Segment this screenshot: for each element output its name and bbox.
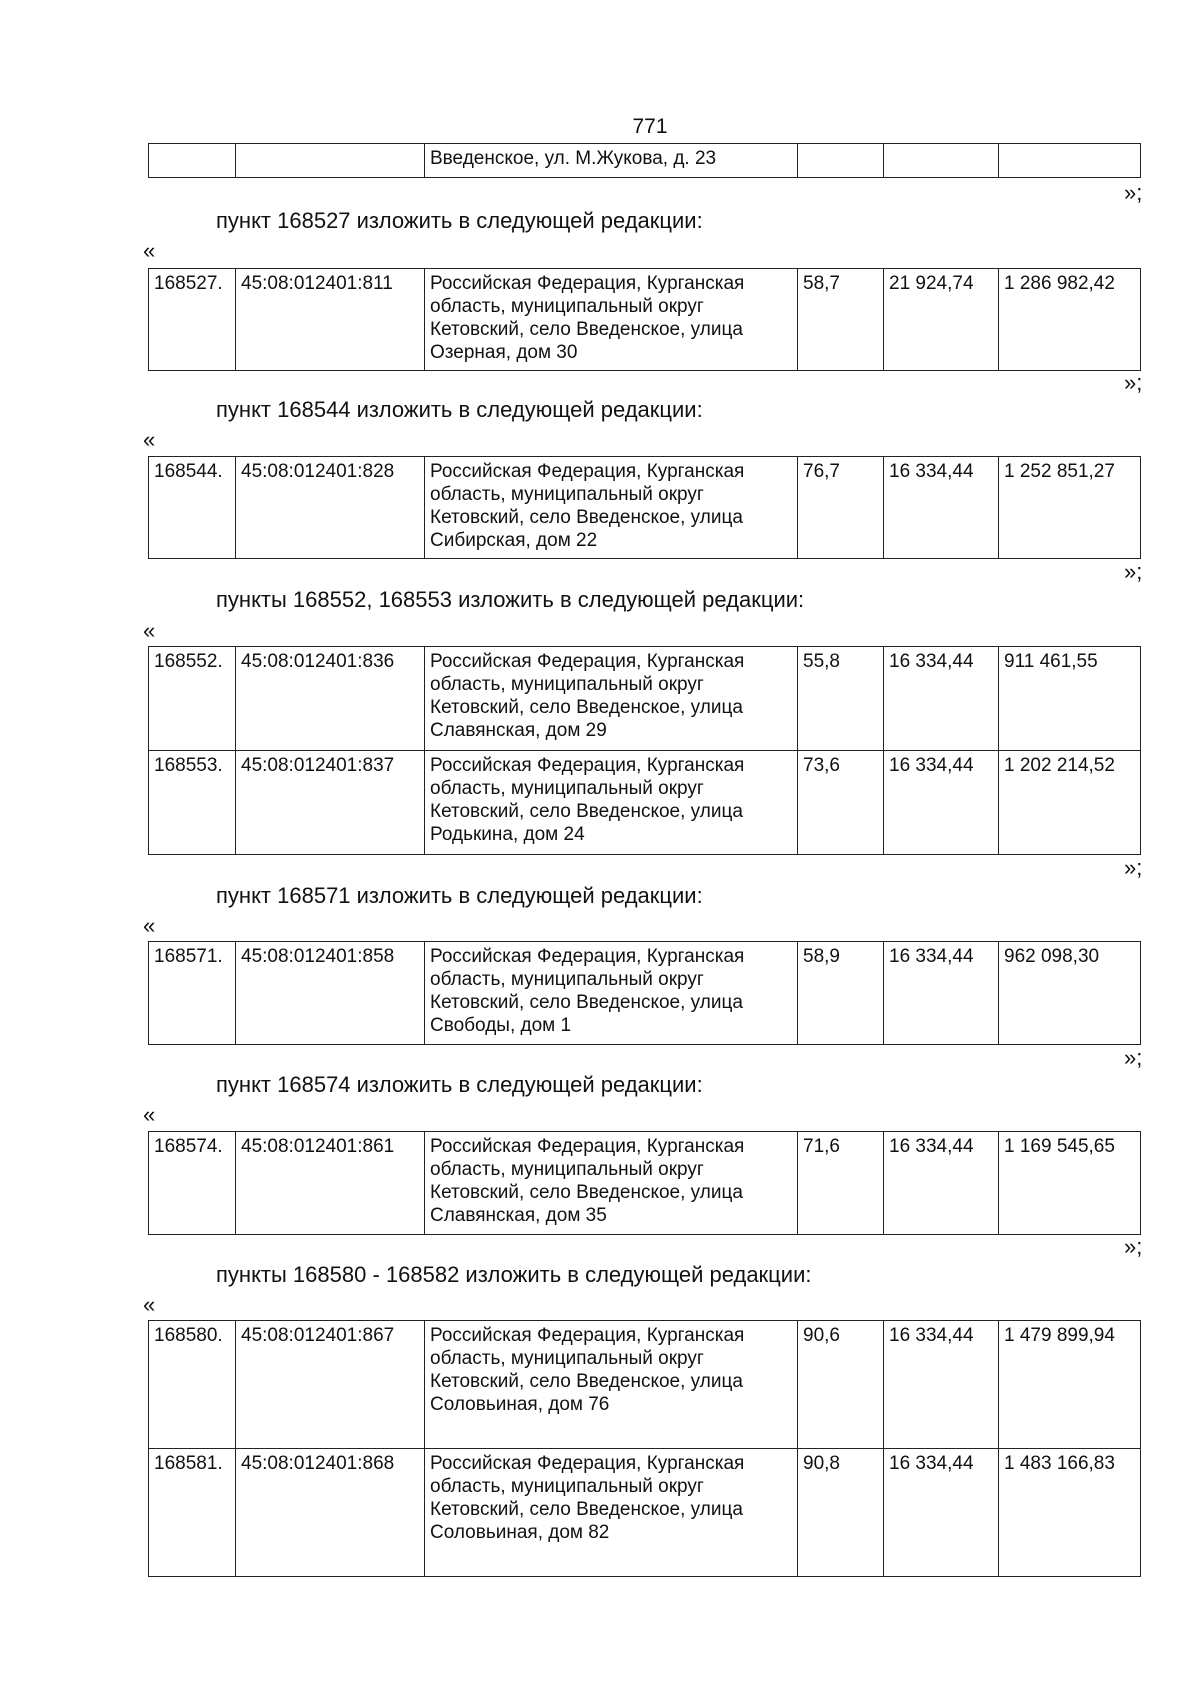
cell-address: Российская Федерация, Курганская область, муниципальный округ Кетовский, село Введенское, улица Озерная, дом 30	[425, 269, 798, 371]
table-row	[149, 751, 1141, 855]
table-row	[149, 942, 1141, 1045]
section-heading: пункт 168544 изложить в следующей редакции:	[216, 397, 703, 422]
opening-quote-mark: «	[143, 238, 156, 263]
cell-area: 90,8	[798, 1449, 884, 1577]
cell-total: 1 252 851,27	[999, 457, 1141, 559]
cell-total: 962 098,30	[999, 942, 1141, 1045]
opening-quote-mark: «	[143, 913, 156, 938]
cell-total: 1 286 982,42	[999, 269, 1141, 371]
cell-area: 73,6	[798, 751, 884, 855]
cell-area: 58,7	[798, 269, 884, 371]
cell-cadastral	[236, 144, 425, 178]
closing-quote-mark: »;	[1124, 180, 1143, 205]
cell-address: Российская Федерация, Курганская область, муниципальный округ Кетовский, село Введенское, улица Соловьиная, дом 76	[425, 1321, 798, 1449]
cell-num	[149, 144, 236, 178]
cell-area: 71,6	[798, 1132, 884, 1235]
cell-address: Российская Федерация, Курганская область, муниципальный округ Кетовский, село Введенское, улица Сибирская, дом 22	[425, 457, 798, 559]
cell-price: 16 334,44	[884, 647, 999, 751]
property-table	[148, 268, 1141, 371]
section-heading: пункты 168552, 168553 изложить в следующей редакции:	[216, 587, 805, 612]
cell-total: 1 483 166,83	[999, 1449, 1141, 1577]
cell-price	[884, 144, 999, 178]
cell-num: 168574.	[149, 1132, 236, 1235]
property-table	[148, 456, 1141, 559]
table-row	[149, 144, 1141, 178]
closing-quote-mark: »;	[1124, 1234, 1143, 1259]
cell-cadastral: 45:08:012401:836	[236, 647, 425, 751]
cell-price: 16 334,44	[884, 751, 999, 855]
cell-area: 90,6	[798, 1321, 884, 1449]
cell-num: 168571.	[149, 942, 236, 1045]
cell-cadastral: 45:08:012401:828	[236, 457, 425, 559]
cell-total: 911 461,55	[999, 647, 1141, 751]
cell-price: 16 334,44	[884, 942, 999, 1045]
table-row	[149, 269, 1141, 371]
property-table	[148, 1320, 1141, 1577]
property-table	[148, 1131, 1141, 1235]
cell-address: Введенское, ул. М.Жукова, д. 23	[425, 144, 798, 178]
page-number: 771	[632, 115, 668, 138]
cell-address: Российская Федерация, Курганская область, муниципальный округ Кетовский, село Введенское, улица Свободы, дом 1	[425, 942, 798, 1045]
cell-price: 16 334,44	[884, 1132, 999, 1235]
cell-num: 168580.	[149, 1321, 236, 1449]
closing-quote-mark: »;	[1124, 1045, 1143, 1070]
cell-area: 58,9	[798, 942, 884, 1045]
table-row	[149, 1321, 1141, 1449]
opening-quote-mark: «	[143, 427, 156, 452]
cell-price: 16 334,44	[884, 1321, 999, 1449]
cell-address: Российская Федерация, Курганская область, муниципальный округ Кетовский, село Введенское, улица Славянская, дом 35	[425, 1132, 798, 1235]
cell-cadastral: 45:08:012401:861	[236, 1132, 425, 1235]
cell-num: 168581.	[149, 1449, 236, 1577]
cell-total: 1 202 214,52	[999, 751, 1141, 855]
cell-cadastral: 45:08:012401:837	[236, 751, 425, 855]
section-heading: пункты 168580 - 168582 изложить в следующей редакции:	[216, 1262, 812, 1287]
cell-num: 168527.	[149, 269, 236, 371]
cell-address: Российская Федерация, Курганская область, муниципальный округ Кетовский, село Введенское, улица Славянская, дом 29	[425, 647, 798, 751]
cell-cadastral: 45:08:012401:811	[236, 269, 425, 371]
section-heading: пункт 168574 изложить в следующей редакции:	[216, 1072, 703, 1097]
cell-address: Российская Федерация, Курганская область, муниципальный округ Кетовский, село Введенское, улица Соловьиная, дом 82	[425, 1449, 798, 1577]
cell-cadastral: 45:08:012401:867	[236, 1321, 425, 1449]
section-heading: пункт 168571 изложить в следующей редакции:	[216, 883, 703, 908]
table-row	[149, 1449, 1141, 1577]
opening-quote-mark: «	[143, 1292, 156, 1317]
continuation-table	[148, 143, 1141, 178]
cell-total: 1 169 545,65	[999, 1132, 1141, 1235]
closing-quote-mark: »;	[1124, 855, 1143, 880]
cell-price: 16 334,44	[884, 1449, 999, 1577]
cell-cadastral: 45:08:012401:858	[236, 942, 425, 1045]
cell-price: 16 334,44	[884, 457, 999, 559]
table-row	[149, 1132, 1141, 1235]
closing-quote-mark: »;	[1124, 559, 1143, 584]
property-table	[148, 941, 1141, 1045]
table-row	[149, 457, 1141, 559]
cell-area: 55,8	[798, 647, 884, 751]
cell-total: 1 479 899,94	[999, 1321, 1141, 1449]
cell-num: 168544.	[149, 457, 236, 559]
closing-quote-mark: »;	[1124, 370, 1143, 395]
table-row	[149, 647, 1141, 751]
cell-price: 21 924,74	[884, 269, 999, 371]
property-table	[148, 646, 1141, 855]
opening-quote-mark: «	[143, 1102, 156, 1127]
cell-address: Российская Федерация, Курганская область, муниципальный округ Кетовский, село Введенское, улица Родькина, дом 24	[425, 751, 798, 855]
section-heading: пункт 168527 изложить в следующей редакции:	[216, 208, 703, 233]
cell-num: 168553.	[149, 751, 236, 855]
opening-quote-mark: «	[143, 618, 156, 643]
cell-num: 168552.	[149, 647, 236, 751]
cell-area: 76,7	[798, 457, 884, 559]
cell-total	[999, 144, 1141, 178]
cell-area	[798, 144, 884, 178]
cell-cadastral: 45:08:012401:868	[236, 1449, 425, 1577]
